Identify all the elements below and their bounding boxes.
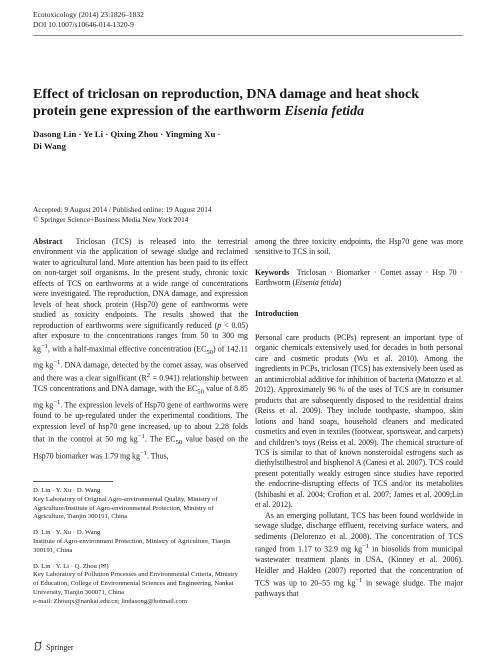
- subscript: 50: [197, 388, 204, 396]
- intro-text: As an emerging pollutant, TCS has been found worldwide in sewage sludge, discharge effluent, receiving surface waters, and sediments (Delorenzo et al. 2008). The concentration of TCS ranged from 1.17 to 32.9 mg kg: [255, 510, 463, 554]
- abstract-text: . The EC: [144, 434, 176, 444]
- article-title: [33, 86, 463, 120]
- springer-horse-icon: [33, 641, 43, 654]
- superscript: 2: [146, 372, 151, 380]
- keywords-species: Eisenia fetida: [295, 278, 339, 288]
- journal-citation: Ecotoxicology (2014) 23:1826–1832: [33, 10, 144, 19]
- affiliations: [33, 487, 243, 607]
- header-rule: [33, 35, 463, 36]
- authors-line-2: Di Wang: [33, 141, 66, 151]
- abstract-text: among the three toxicity endpoints, the Hsp70 gene was more sensitive to TCS in soil.: [255, 237, 463, 257]
- article-dates: [33, 205, 212, 225]
- abstract-continuation: [255, 237, 463, 258]
- copyright: © Springer Science+Business Media New York 2014: [33, 215, 189, 224]
- affiliation-1: [33, 487, 243, 522]
- affiliation-text: Key Laboratory of Pollution Processes and Environmental Criteria, Ministry of Education, College of Environmental Sciences and Engineering, Nankai University, Tianjin 300071, China: [33, 571, 238, 596]
- abstract-text: . DNA damage, detected by the comet assay, was observed and there was a clear significant (R: [33, 360, 249, 383]
- keywords-text: Triclosan · Biomarker · Comet assay · Hsp 70 · Earthworm (: [255, 268, 464, 288]
- affiliation-text: Key Laboratory of Original Agro-environmental Quality, Ministry of Agriculture/Institute of Agro-environmental Protection, Ministry of Agriculture, Tianjin 300191, China: [33, 495, 218, 521]
- title-main: Effect of triclosan on reproduction, DNA damage and heat shock protein gene expression of the earthworm: [33, 87, 420, 119]
- abstract-text: Triclosan (TCS) is released into the terrestrial environment via the application of sewage sludge and reclaimed water to agricultural land. More attention has been paid to its effect on non-target soil organisms. In the present study, chronic toxic effects of TCS on earthworms at a wide range of concentrations were investigated. The reproduction, DNA damage, and expression levels of heat shock protein (Hsp70) gene of earthworms were studied as toxicity endpoints. The results showed that the reproduction of earthworms were significantly reduced (: [33, 237, 248, 330]
- superscript: −1: [53, 399, 61, 407]
- superscript: −1: [139, 450, 147, 458]
- abstract-text: value of 8.85 mg kg: [33, 384, 248, 410]
- affiliation-names: D. Lin · Y. Xu · D. Wang: [33, 529, 101, 537]
- intro-text: in sewage sludge. The major pathways that: [255, 578, 463, 599]
- intro-text: in biosolids from municipal wastewater treatment plants in USA, (Kinney et al. 2006). Heidler and Halden (2007) reported that the concentration of TCS was up to 20–55 mg kg: [255, 544, 463, 588]
- abstract-text: . The expression levels of Hsp70 gene of earthworms were found to be up-regulated under the experimental conditions. The expression level of hsp70 gene increased, up to about 2.28 folds that in the control at 50 mg kg: [33, 401, 248, 444]
- journal-header: [33, 10, 144, 30]
- affiliation-names: D. Lin · Y. Xu · D. Wang: [33, 487, 101, 494]
- superscript: −1: [40, 342, 48, 350]
- keywords-text: ): [338, 278, 342, 288]
- superscript: −1: [137, 433, 145, 441]
- abstract-text: ) of 142.11 mg kg: [33, 344, 248, 370]
- doi[interactable]: DOI 10.1007/s10646-014-1320-9: [33, 20, 134, 29]
- publisher-name: Springer: [46, 642, 74, 652]
- keywords: [255, 268, 463, 289]
- superscript: −1: [355, 577, 363, 585]
- authors-line-1: Dasong Lin · Ye Li · Qixing Zhou · Yingming Xu ·: [33, 129, 221, 139]
- abstract-text: . Thus,: [146, 451, 169, 461]
- affiliation-3: [33, 563, 243, 607]
- author-list: [33, 128, 220, 152]
- abstract: [33, 237, 248, 462]
- publisher-footer: [33, 641, 74, 654]
- abstract-text: value based on the Hsp70 biomarker was 1.79 mg kg: [33, 434, 248, 461]
- subscript: 50: [206, 348, 213, 356]
- abstract-p: p: [217, 320, 222, 330]
- abstract-heading: Abstract: [33, 237, 63, 246]
- contact-email[interactable]: e-mail: Zhouqx@nankai.edu.cn; lindasong@hotmail.com: [33, 597, 188, 605]
- intro-paragraph-1: Personal care products (PCPs) represent an important type of organic chemicals extensively used for decades in both personal care and cosmetic produts (Wu et al. 2010). Among the ingredients in PCPs, triclosan (TCS) has extensively been used as an antimicrobial additive for inhibition of bacteria (Matozzo et al. 2012). Approximately 96 % of the uses of TCS are in consumer products that are subsequently disposed to the residential drains (Reiss et al. 2009). They include toothpaste, shampoo, skin lotions and hand soaps, household cleaners and medicated cosmetics and even in textiles (footwear, sportswear, and carpets) and children’s toys (Reiss et al. 2009). The chemical structure of TCS is similar to that of known nonsteroidal estrogens such as diethylstilbestrol and bisphenol A (Canesi et al. 2007). TCS could present potentially weakly estrogen since studies have reported the endocrine-disrupting effects of TCS and/or its metabolites (Ishibashi et al. 2004; Crofton et al. 2007; James et al. 2009;Lin et al. 2012).: [255, 333, 463, 510]
- affiliation-rule: [33, 481, 113, 482]
- keywords-heading: Keywords: [255, 268, 290, 277]
- affiliation-names: D. Lin · Y. Li · Q. Zhou (✉): [33, 562, 109, 570]
- abstract-text: = 0.941) relationship between TCS concentrations and DNA damage, with the EC: [33, 373, 248, 394]
- superscript: −1: [362, 543, 370, 551]
- abstract-text: < 0.05) after exposure to the concentrations ranges from 50 to 300 mg kg: [33, 320, 248, 354]
- abstract-text: , with a half-maximal effective concentration (EC: [47, 344, 207, 354]
- affiliation-2: [33, 529, 243, 555]
- title-species: Eisenia fetida: [284, 104, 365, 119]
- intro-paragraph-2: [255, 511, 463, 600]
- superscript: −1: [53, 359, 61, 367]
- subscript: 50: [175, 439, 183, 447]
- affiliation-text: Institute of Agro-environment Protection, Ministry of Agriculture, Tianjin 300191, China: [33, 537, 231, 554]
- introduction-body: [255, 333, 463, 600]
- accepted-online-dates: Accepted: 9 August 2014 / Published online: 19 August 2014: [33, 205, 212, 214]
- introduction-heading: Introduction: [255, 309, 299, 318]
